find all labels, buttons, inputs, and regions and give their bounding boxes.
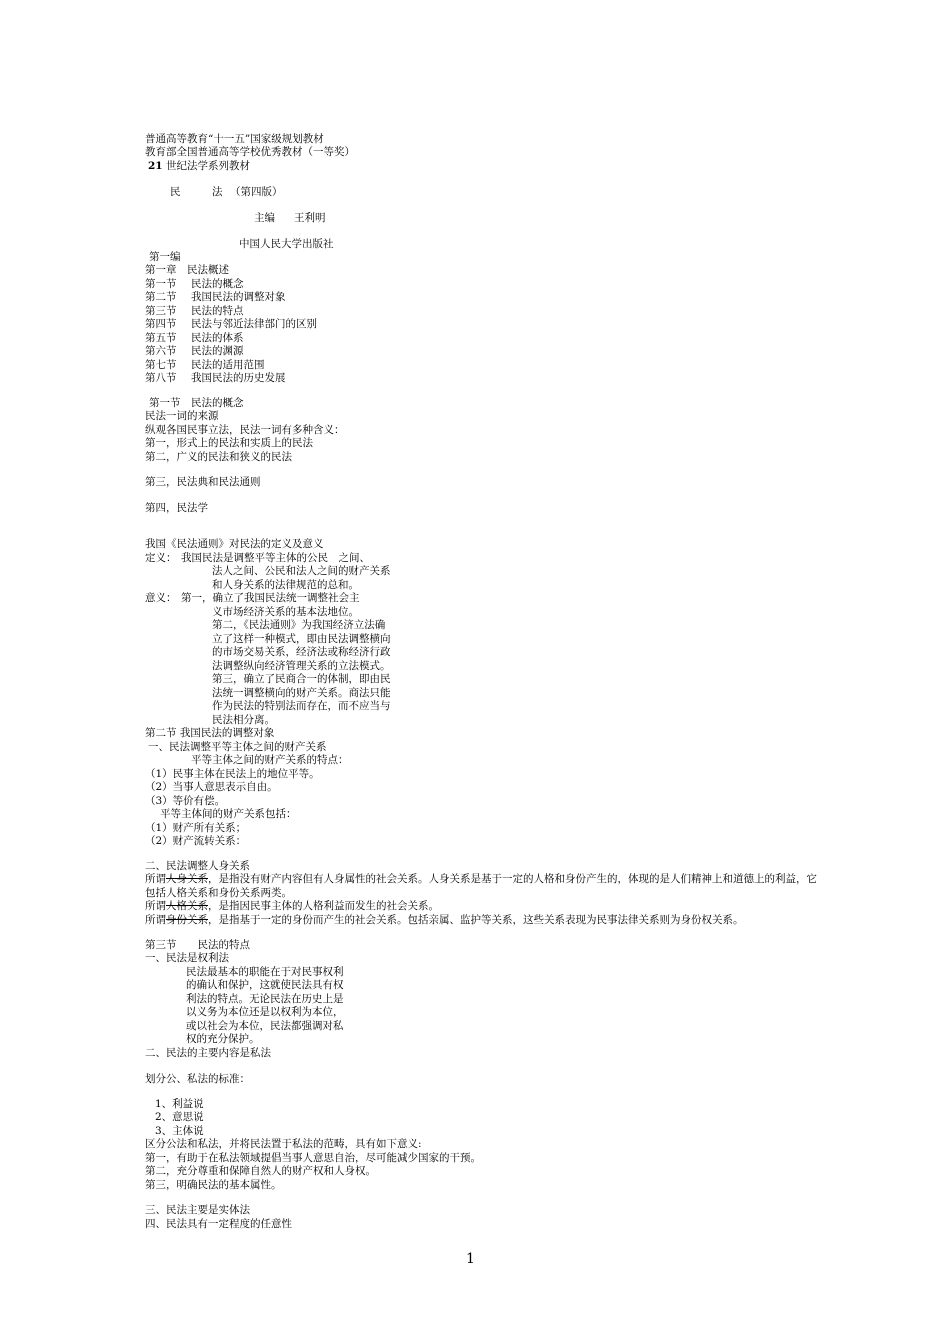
toc-part: 第一编 [149, 251, 181, 263]
book-title-min: 民 [170, 186, 181, 198]
s2-relation-line [145, 873, 817, 886]
toc-section-num: 第三节 [145, 305, 177, 317]
s1-sig-line: 民法相分离。 [212, 714, 275, 726]
toc-section-title: 民法的概念 [191, 278, 244, 290]
s1-def-line: 和人身关系的法律规范的总和。 [212, 579, 359, 591]
s2-point-1: 一、民法调整平等主体之间的财产关系 [148, 741, 327, 753]
s3-heading: 第三节 民法的特点 [145, 939, 250, 951]
s2-point-2: 二、民法调整人身关系 [145, 860, 250, 872]
s1-def-line: 我国民法是调整平等主体的公民 之间、 [181, 552, 370, 564]
s3-para-line: 权的充分保护。 [186, 1033, 260, 1045]
s3-point-1: 一、民法是权利法 [145, 952, 229, 964]
s3-sig-item: 第二，充分尊重和保障自然人的财产权和人身权。 [145, 1165, 376, 1177]
s3-criterion: 3、主体说 [155, 1125, 204, 1137]
editor-name: 王利明 [294, 212, 326, 224]
toc-section-title: 民法的渊源 [191, 345, 244, 357]
s2-relation-text: ，是指没有财产内容但有人身属性的社会关系。人身关系是基于一定的人格和身份产生的，体现的是人们精神上和道德上的利益，它 [208, 873, 817, 885]
s3-para-line: 或以社会为本位，民法都强调对私 [186, 1020, 344, 1032]
toc-section-num: 第七节 [145, 359, 177, 371]
series-number: 21 [148, 160, 163, 172]
s2-feature: （3）等价有偿。 [145, 795, 226, 807]
s1-meaning-1: 第一，形式上的民法和实质上的民法 [145, 437, 313, 449]
toc-chapter: 第一章 民法概述 [145, 264, 229, 276]
page-number: 1 [466, 1251, 475, 1267]
s3-para-line: 的确认和保护，这就使民法具有权 [186, 979, 344, 991]
s3-point-4: 四、民法具有一定程度的任意性 [145, 1218, 292, 1230]
s1-meaning-2: 第二，广义的民法和狭义的民法 [145, 451, 292, 463]
s2-relation-line [145, 900, 439, 913]
s1-def-label: 定义： [145, 552, 177, 564]
toc-section-title: 我国民法的调整对象 [191, 291, 286, 303]
s1-sig-line: 义市场经济关系的基本法地位。 [212, 606, 359, 618]
s1-sig-line: 第三，确立了民商合一的体制，即由民 [212, 673, 391, 685]
s2-relation-text: ，是指因民事主体的人格利益而发生的社会关系。 [208, 900, 439, 912]
s1-origin: 民法一词的来源 [145, 410, 219, 422]
s3-point-2: 二、民法的主要内容是私法 [145, 1047, 271, 1059]
book-title-fa: 法 [212, 186, 223, 198]
toc-section-num: 第一节 [145, 278, 177, 290]
series-text: 世纪法学系列教材 [165, 160, 250, 172]
s2-struck-term: 人身关系 [166, 873, 208, 885]
s2-relation-line [145, 914, 744, 927]
s1-meaning-3: 第三，民法典和民法通则 [145, 476, 261, 488]
s2-struck-term: 人格关系 [166, 900, 208, 912]
s1-def-heading: 我国《民法通则》对民法的定义及意义 [145, 538, 324, 550]
s3-para-line: 民法最基本的职能在于对民事权利 [186, 966, 344, 978]
s1-sig-line: 第二，《民法通则》为我国经济立法确 [212, 619, 386, 631]
cover-line-1: 普通高等教育“十一五”国家级规划教材 [145, 133, 324, 145]
editor-label: 主编 [254, 212, 275, 224]
s1-sig-line: 立了这样一种模式，即由民法调整横向 [212, 633, 391, 645]
s3-para-line: 利法的特点。无论民法在历史上是 [186, 993, 344, 1005]
s1-sig-line: 第一，确立了我国民法统一调整社会主 [181, 592, 360, 604]
toc-section-title: 民法的适用范围 [191, 359, 265, 371]
s3-sig-intro: 区分公法和私法，并将民法置于私法的范畴，具有如下意义: [145, 1138, 422, 1150]
s1-sig-label: 意义： [145, 592, 177, 604]
toc-section-title: 民法与邻近法律部门的区别 [191, 318, 317, 330]
toc-section-title: 民法的体系 [191, 332, 244, 344]
s2-struck-term: 身份关系 [166, 914, 208, 926]
book-edition: （第四版） [230, 186, 283, 198]
s2-feature: （2）当事人意思表示自由。 [145, 781, 278, 793]
s1-def-line: 法人之间、公民和法人之间的财产关系 [212, 565, 391, 577]
toc-section-title: 我国民法的历史发展 [191, 372, 286, 384]
toc-section-num: 第五节 [145, 332, 177, 344]
s2-feature: （1）民事主体在民法上的地位平等。 [145, 768, 320, 780]
series-line [148, 160, 250, 173]
s2-prefix: 所谓 [145, 873, 166, 885]
s1-sig-line: 法调整纵向经济管理关系的立法模式。 [212, 660, 391, 672]
s2-prefix: 所谓 [145, 914, 166, 926]
s2-relation-text: ，是指基于一定的身份而产生的社会关系。包括亲属、监护等关系，这些关系表现为民事法律关系则为身份权关系。 [208, 914, 744, 926]
s2-prefix: 所谓 [145, 900, 166, 912]
s3-point-3: 三、民法主要是实体法 [145, 1204, 250, 1216]
s2-relation-cont: 包括人格关系和身份关系两类。 [145, 887, 292, 899]
s2-features-intro: 平等主体之间的财产关系的特点： [191, 754, 349, 766]
s1-sig-line: 法统一调整横向的财产关系。商法只能 [212, 687, 391, 699]
s1-sig-line: 作为民法的特别法而存在，而不应当与 [212, 700, 391, 712]
s2-heading: 第二节 我国民法的调整对象 [145, 727, 275, 739]
s1-meanings-intro: 纵观各国民事立法，民法一词有多种含义： [145, 424, 345, 436]
s1-meaning-4: 第四，民法学 [145, 502, 208, 514]
toc-section-num: 第六节 [145, 345, 177, 357]
toc-section-num: 第二节 [145, 291, 177, 303]
s1-sig-line: 的市场交易关系，经济法或称经济行政 [212, 646, 391, 658]
s3-sig-item: 第一，有助于在私法领域提倡当事人意思自治，尽可能减少国家的干预。 [145, 1152, 481, 1164]
toc-section-num: 第四节 [145, 318, 177, 330]
s3-criteria: 划分公、私法的标准： [145, 1073, 250, 1085]
toc-section-title: 民法的特点 [191, 305, 244, 317]
toc-section-num: 第八节 [145, 372, 177, 384]
s3-criterion: 1、利益说 [155, 1098, 204, 1110]
s2-include-item: （2）财产流转关系： [145, 835, 247, 847]
s2-include-item: （1）财产所有关系； [145, 822, 247, 834]
publisher: 中国人民大学出版社 [239, 238, 334, 250]
s1-heading: 第一节 民法的概念 [149, 397, 244, 409]
s3-para-line: 以义务为本位还是以权利为本位， [186, 1006, 344, 1018]
s3-sig-item: 第三，明确民法的基本属性。 [145, 1179, 282, 1191]
s3-criterion: 2、意思说 [155, 1111, 204, 1123]
cover-line-2: 教育部全国普通高等学校优秀教材（一等奖） [145, 146, 355, 158]
s2-includes: 平等主体间的财产关系包括： [160, 808, 297, 820]
